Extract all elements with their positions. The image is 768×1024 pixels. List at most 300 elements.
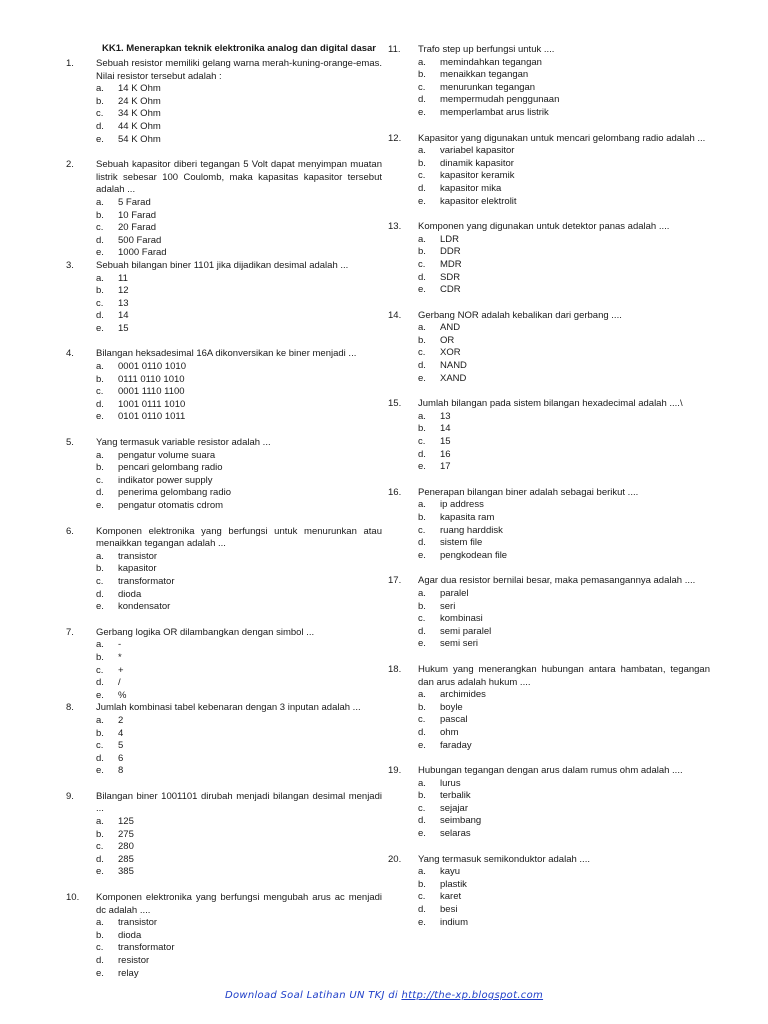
question [388,487,710,500]
option-text: 10 Farad [118,209,157,221]
option-text: paralel [440,587,469,599]
answer-option [418,626,710,639]
answer-option [418,57,710,70]
option-text: + [118,664,124,676]
option-text: resistor [118,955,150,966]
answer-option [418,601,710,614]
option-text: 20 Farad [118,222,157,234]
question-number: 14. [388,309,402,321]
left-column [66,44,382,980]
answer-option [418,917,710,930]
answer-option [418,94,710,107]
answer-option [96,462,382,475]
option-text: LDR [440,233,460,245]
option-letter: a. [418,56,426,68]
option-text: boyle [440,701,463,713]
option-text: 0001 0110 1010 [118,361,186,373]
question-text: Gerbang logika OR dilambangkan dengan simbol ... [96,626,315,638]
option-letter: e. [96,247,104,259]
option-text: besi [440,904,458,916]
question-number: 7. [66,626,74,638]
answer-option [418,904,710,917]
spacer [66,778,382,791]
option-letter: b. [418,878,426,890]
option-text: DDR [440,246,461,258]
question [388,133,710,146]
option-letter: c. [96,740,104,752]
question-text: Hukum yang menerangkan hubungan antara hambatan, tegangan dan arus adalah hukum .... [418,663,710,688]
option-letter: e. [96,866,104,878]
answer-option [96,210,382,223]
question-block [388,310,710,399]
option-letter: d. [418,625,426,637]
answer-option [418,284,710,297]
answer-option [96,361,382,374]
option-letter: c. [96,386,104,398]
option-text: / [118,677,121,689]
answer-option [96,715,382,728]
answer-option [418,423,710,436]
question [66,437,382,450]
answer-option [96,247,382,260]
answer-option [96,765,382,778]
option-text: 5 [118,740,124,752]
option-text: ip address [440,499,484,511]
spacer [388,752,710,765]
option-letter: c. [418,170,426,182]
answer-option [96,83,382,96]
question-block [66,260,382,349]
option-text: 1001 0111 1010 [118,398,186,410]
option-text: 11 [118,272,128,284]
answer-option [418,170,710,183]
answer-option [96,829,382,842]
answer-option [418,183,710,196]
question-number: 5. [66,437,74,449]
option-text: 15 [440,436,451,448]
option-letter: d. [418,182,426,194]
option-letter: b. [418,157,426,169]
footer [0,990,768,1001]
option-text: 500 Farad [118,234,162,246]
answer-option [96,399,382,412]
question-block [388,44,710,133]
option-text: mempermudah penggunaan [440,94,560,106]
option-letter: b. [418,790,426,802]
option-letter: c. [96,474,104,486]
answer-option [418,790,710,803]
option-text: sistem file [440,537,483,549]
answer-option [418,246,710,259]
option-letter: e. [96,689,104,701]
answer-option [418,107,710,120]
option-text: kapasitor keramik [440,170,515,182]
question-number: 13. [388,221,402,233]
question-number: 8. [66,702,74,714]
question-block [388,487,710,576]
question-text: Bilangan heksadesimal 16A dikonversikan ke biner menjadi ... [96,348,357,360]
option-letter: c. [96,841,104,853]
option-letter: b. [96,929,104,941]
option-text: 1000 Farad [118,247,167,259]
question-text: Sebuah resistor memiliki gelang warna merah-kuning-orange-emas. Nilai resistor tersebut adalah : [96,58,382,82]
option-text: kapasitor elektrolit [440,195,517,207]
answer-option [96,285,382,298]
option-text: 275 [118,828,134,840]
answer-option [418,512,710,525]
footer-link[interactable]: http://the-xp.blogspot.com [401,990,544,1001]
answer-option [418,449,710,462]
option-text: kapasitor [118,563,157,575]
question [388,398,710,411]
question [388,575,710,588]
answer-option [418,335,710,348]
answer-option [96,917,382,930]
answer-option [96,841,382,854]
question-block [66,159,382,260]
option-letter: e. [96,601,104,613]
option-letter: d. [96,310,104,322]
answer-option [418,740,710,753]
option-text: XAND [440,372,467,384]
option-text: 14 K Ohm [118,83,161,95]
option-letter: b. [418,246,426,258]
question-block [388,664,710,765]
option-text: menurunkan tegangan [440,81,536,93]
option-text: memindahkan tegangan [440,56,542,68]
option-text: kondensator [118,601,171,613]
question-block [66,627,382,703]
option-letter: a. [96,639,104,651]
option-letter: d. [418,271,426,283]
option-text: archimides [440,689,486,701]
option-letter: b. [418,423,426,435]
answer-option [96,690,382,703]
option-letter: e. [418,828,426,840]
option-letter: d. [418,726,426,738]
question-number: 12. [388,132,402,144]
option-letter: e. [96,500,104,511]
option-letter: a. [418,587,426,599]
question-number: 1. [66,58,74,69]
option-letter: a. [96,917,104,929]
option-letter: c. [418,347,426,359]
answer-option [96,273,382,286]
answer-option [418,891,710,904]
option-text: transistor [118,917,158,929]
option-letter: b. [418,701,426,713]
option-letter: d. [418,815,426,827]
option-letter: a. [418,777,426,789]
question-text: Jumlah bilangan pada sistem bilangan hexadecimal adalah ....\ [418,398,683,410]
answer-option [96,222,382,235]
footer-text: Download Soal Latihan UN TKJ di [224,990,402,1001]
option-letter: a. [96,83,104,95]
question [388,221,710,234]
question-number: 16. [388,486,402,498]
answer-option [96,551,382,564]
option-letter: d. [96,752,104,764]
option-letter: c. [418,714,426,726]
answer-option [418,69,710,82]
answer-option [96,487,382,500]
option-letter: b. [96,727,104,739]
option-letter: d. [418,448,426,460]
option-text: 54 K Ohm [118,133,161,145]
question-block [66,348,382,437]
option-letter: d. [96,955,104,966]
option-text: plastik [440,878,467,890]
answer-option [96,475,382,488]
option-text: 0101 0110 1011 [118,411,186,423]
option-text: transistor [118,550,158,562]
option-letter: a. [418,145,426,157]
question-block [388,398,710,487]
option-letter: c. [418,258,426,270]
option-text: memperlambat arus listrik [440,106,549,118]
question-text: Yang termasuk variable resistor adalah ... [96,437,271,449]
answer-option [96,930,382,943]
option-text: pengatur volume suara [118,449,216,461]
question [66,159,382,197]
option-text: penerima gelombang radio [118,487,232,499]
option-text: 280 [118,841,134,853]
option-letter: c. [96,575,104,587]
option-text: ruang harddisk [440,524,503,536]
answer-option [96,677,382,690]
answer-option [418,828,710,841]
option-text: 13 [118,297,129,309]
option-letter: b. [96,462,104,474]
spacer [66,879,382,892]
option-letter: b. [418,69,426,81]
question [66,58,382,83]
answer-option [96,665,382,678]
answer-option [96,235,382,248]
answer-option [418,411,710,424]
option-letter: c. [418,81,426,93]
question-text: Sebuah kapasitor diberi tegangan 5 Volt dapat menyimpan muatan listrik sebesar 100 Coulomb, maka kapasitas kapasitor tersebut adalah ... [96,159,382,196]
answer-option [418,373,710,386]
option-text: 34 K Ohm [118,108,161,120]
answer-option [96,563,382,576]
question [388,664,710,689]
option-letter: a. [96,449,104,461]
option-text: - [118,639,122,651]
option-text: relay [118,967,139,979]
question-block [66,437,382,526]
option-letter: a. [96,550,104,562]
option-text: 13 [440,410,451,422]
answer-option [418,815,710,828]
question-text: Kapasitor yang digunakan untuk mencari gelombang radio adalah ... [418,132,706,144]
option-text: 17 [440,461,451,473]
question-block [66,58,382,159]
option-text: terbalik [440,790,471,802]
answer-option [96,942,382,955]
question [66,702,382,715]
option-letter: e. [418,739,426,751]
option-letter: d. [96,853,104,865]
option-text: karet [440,891,462,903]
option-letter: d. [418,360,426,372]
option-text: pengkodean file [440,549,508,561]
spacer [388,474,710,487]
answer-option [96,121,382,134]
option-text: SDR [440,271,461,283]
answer-option [96,298,382,311]
option-letter: e. [418,916,426,928]
option-text: indium [440,916,468,928]
option-letter: b. [96,285,104,297]
option-letter: a. [96,272,104,284]
answer-option [418,461,710,474]
question-text: Komponen elektronika yang berfungsi mengubah arus ac menjadi dc adalah .... [96,892,382,916]
option-text: 4 [118,727,124,739]
option-letter: b. [96,563,104,575]
option-text: kayu [440,866,461,878]
answer-option [418,778,710,791]
option-text: variabel kapasitor [440,145,515,157]
question-number: 19. [388,765,402,777]
answer-option [96,386,382,399]
option-text: dioda [118,588,142,600]
spacer [388,208,710,221]
option-text: 6 [118,752,124,764]
question-number: 20. [388,853,402,865]
option-letter: d. [418,94,426,106]
question-block [388,854,710,930]
question [66,348,382,361]
question [388,44,710,57]
option-letter: c. [96,222,104,234]
answer-option [96,968,382,981]
answer-option [96,639,382,652]
option-letter: d. [418,904,426,916]
question [388,854,710,867]
answer-option [96,197,382,210]
option-text: 8 [118,765,124,777]
option-text: 14 [440,423,451,435]
option-letter: e. [96,322,104,334]
option-letter: d. [96,234,104,246]
answer-option [418,196,710,209]
answer-option [418,714,710,727]
answer-option [96,866,382,879]
option-letter: e. [96,967,104,979]
answer-option [96,310,382,323]
question-number: 17. [388,575,402,587]
option-letter: a. [96,816,104,828]
option-letter: a. [418,233,426,245]
option-text: 285 [118,853,134,865]
question-number: 4. [66,348,74,360]
question-text: Jumlah kombinasi tabel kebenaran dengan 3 inputan adalah ... [96,702,361,714]
answer-option [418,360,710,373]
answer-option [418,234,710,247]
document-title: KK1. Menerapkan teknik elektronika analog dan digital dasar [102,43,377,54]
answer-option [418,588,710,601]
answer-option [418,803,710,816]
option-text: indikator power supply [118,474,213,486]
answer-option [418,436,710,449]
spacer [388,651,710,664]
option-letter: e. [96,411,104,423]
question-number: 15. [388,398,402,410]
question-block [388,221,710,310]
option-text: 385 [118,866,134,878]
question-text: Hubungan tegangan dengan arus dalam rumus ohm adalah .... [418,765,683,777]
question-number: 10. [66,892,80,904]
spacer [66,146,382,159]
option-text: seri [440,600,456,612]
option-letter: b. [96,95,104,107]
question-text: Bilangan biner 1001101 dirubah menjadi bilangan desimal menjadi ... [96,790,382,815]
spacer [388,297,710,310]
answer-option [96,323,382,336]
question-block [66,892,382,980]
option-text: 0111 0110 1010 [118,373,185,385]
question-text: Komponen yang digunakan untuk detektor panas adalah .... [418,221,670,233]
option-text: 0001 1110 1100 [118,386,185,398]
question [66,791,382,816]
option-letter: b. [96,828,104,840]
answer-option [96,411,382,424]
answer-option [418,689,710,702]
option-letter: c. [96,664,104,676]
answer-option [418,322,710,335]
option-letter: e. [418,195,426,207]
option-letter: d. [96,588,104,600]
option-letter: c. [96,297,104,309]
question-text: Agar dua resistor bernilai besar, maka pemasangannya adalah .... [418,575,696,587]
answer-option [96,500,382,513]
answer-option [96,108,382,121]
option-text: MDR [440,258,462,270]
option-letter: e. [418,372,426,384]
option-letter: a. [418,689,426,701]
answer-option [418,347,710,360]
option-letter: e. [418,106,426,118]
option-text: 15 [118,322,129,334]
question-number: 18. [388,663,402,675]
option-letter: d. [96,398,104,410]
option-letter: d. [96,487,104,499]
answer-option [418,272,710,285]
answer-option [96,134,382,147]
option-letter: d. [96,677,104,689]
option-text: * [118,651,122,663]
option-letter: b. [418,334,426,346]
option-text: faraday [440,739,472,751]
question-number: 9. [66,790,74,802]
option-text: kombinasi [440,613,483,625]
option-text: CDR [440,284,461,296]
option-text: selaras [440,828,471,840]
question [66,260,382,273]
option-text: XOR [440,347,461,359]
option-text: transformator [118,942,175,954]
spacer [388,385,710,398]
answer-option [418,525,710,538]
option-text: transformator [118,575,175,587]
answer-option [418,158,710,171]
question-text: Penerapan bilangan biner adalah sebagai berikut .... [418,486,639,498]
option-letter: c. [418,524,426,536]
answer-option [96,728,382,741]
answer-option [96,601,382,614]
question [66,892,382,917]
